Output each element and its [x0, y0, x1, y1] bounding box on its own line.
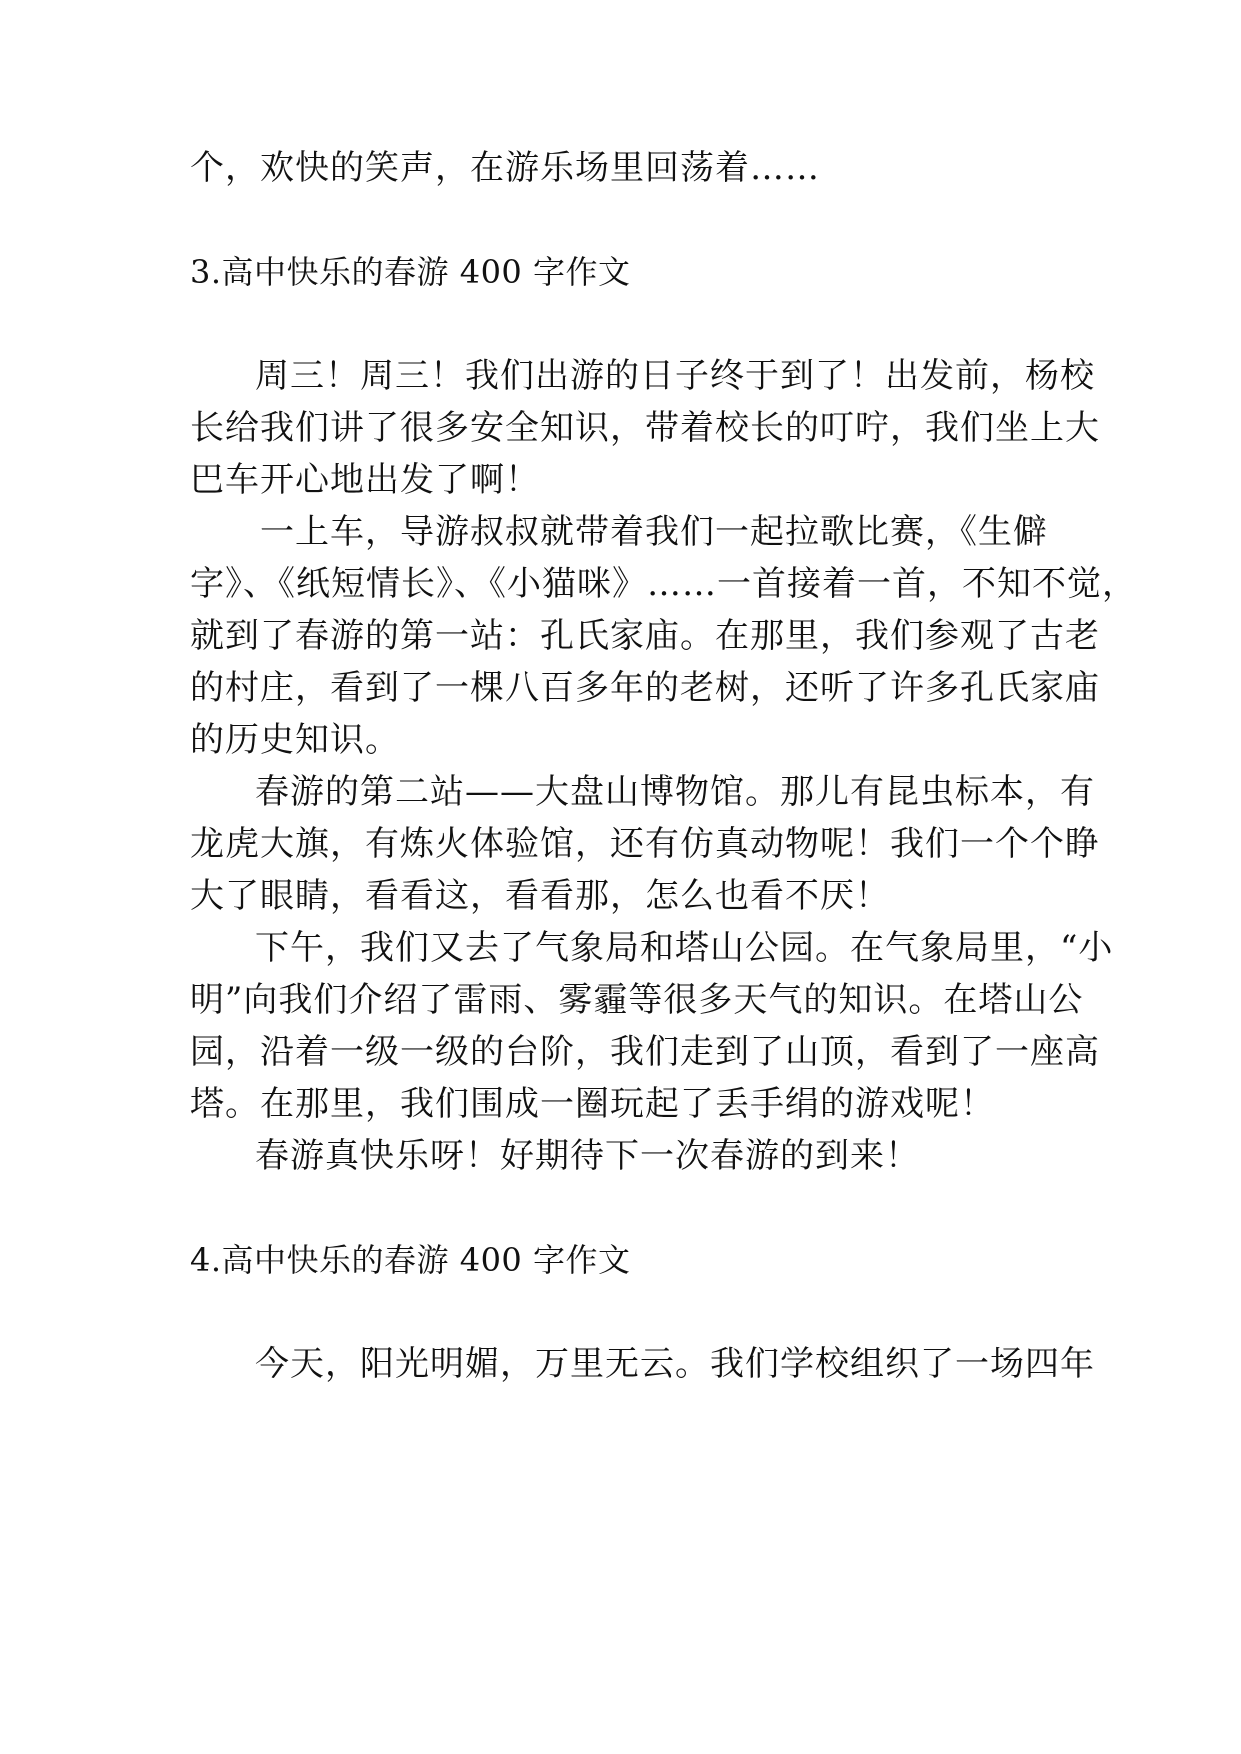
section-4-heading: 4.高中快乐的春游 400 字作文: [190, 1241, 631, 1279]
s3-p2-line-4: 的村庄，看到了一棵八百多年的老树，还听了许多孔氏家庙: [190, 668, 1100, 708]
s3-p1-line-2: 长给我们讲了很多安全知识，带着校长的叮咛，我们坐上大: [190, 408, 1100, 448]
s3-p2-line-1: 一上车，导游叔叔就带着我们一起拉歌比赛，《生僻: [260, 512, 1048, 552]
s3-p1-line-3: 巴车开心地出发了啊！: [190, 460, 540, 500]
s3-p4-line-3: 园，沿着一级一级的台阶，我们走到了山顶，看到了一座高: [190, 1032, 1100, 1072]
s3-p5-line-1: 春游真快乐呀！好期待下一次春游的到来！: [255, 1136, 920, 1176]
continuation-line: 个，欢快的笑声，在游乐场里回荡着……: [190, 148, 820, 188]
s3-p2-line-2: 字》、《纸短情长》、《小猫咪》……一首接着一首，不知不觉，: [190, 564, 1137, 604]
s3-p4-line-4: 塔。在那里，我们围成一圈玩起了丢手绢的游戏呢！: [190, 1084, 995, 1124]
s4-p1-line-1: 今天，阳光明媚，万里无云。我们学校组织了一场四年: [255, 1344, 1095, 1384]
s3-p3-line-1: 春游的第二站——大盘山博物馆。那儿有昆虫标本，有: [255, 772, 1095, 812]
section-3-heading: 3.高中快乐的春游 400 字作文: [190, 253, 631, 291]
s3-p4-line-2: 明”向我们介绍了雷雨、雾霾等很多天气的知识。在塔山公: [190, 980, 1084, 1020]
s3-p4-line-1: 下午，我们又去了气象局和塔山公园。在气象局里，“小: [255, 928, 1114, 968]
s3-p1-line-1: 周三！周三！我们出游的日子终于到了！出发前，杨校: [255, 356, 1095, 396]
s3-p2-line-5: 的历史知识。: [190, 720, 400, 760]
s3-p3-line-3: 大了眼睛，看看这，看看那，怎么也看不厌！: [190, 876, 890, 916]
s3-p3-line-2: 龙虎大旗，有炼火体验馆，还有仿真动物呢！我们一个个睁: [190, 824, 1100, 864]
s3-p2-line-3: 就到了春游的第一站：孔氏家庙。在那里，我们参观了古老: [190, 616, 1100, 656]
